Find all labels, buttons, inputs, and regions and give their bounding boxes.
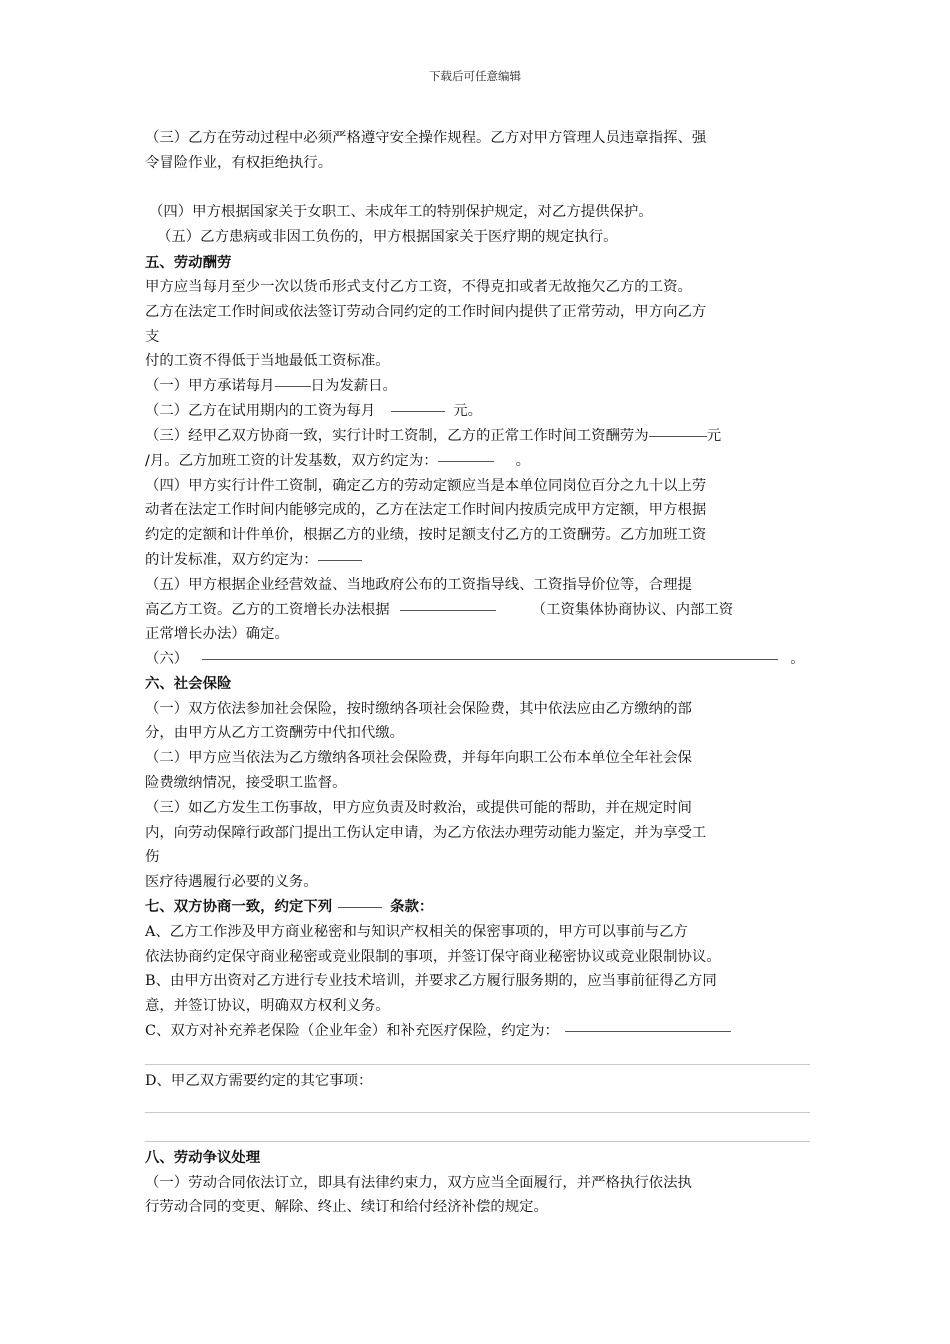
s4-clause-4: （四）甲方根据国家关于女职工、未成年工的特别保护规定，对乙方提供保护。 <box>149 204 653 220</box>
s8-clause-1-line-1: （一）劳动合同依法订立，即具有法律约束力，双方应当全面履行，并严格执行依法执 <box>145 1175 692 1191</box>
s5-clause-4-text: 的计发标准，双方约定为： <box>145 552 318 568</box>
s5-clause-3-text-a: （三）经甲乙双方协商一致，实行计时工资制，乙方的正常工作时间工资酬劳为 <box>145 428 649 444</box>
s7-item-a-line-2: 依法协商约定保守商业秘密或竞业限制的事项，并签订保守商业秘密协议或竞业限制协议。 <box>145 949 721 965</box>
s5-clause-5-line-1: （五）甲方根据企业经营效益、当地政府公布的工资指导线、工资指导价位等，合理提 <box>145 577 692 593</box>
s6-clause-2-line-2: 险费缴纳情况，接受职工监督。 <box>145 775 347 791</box>
s7-item-a-line-1: A、乙方工作涉及甲方商业秘密和与知识产权相关的保密事项的，甲方可以事前与乙方 <box>145 924 688 940</box>
s5-intro-line-2: 乙方在法定工作时间或依法签订劳动合同约定的工作时间内提供了正常劳动，甲方向乙方 <box>145 304 707 320</box>
answer-line-c[interactable] <box>145 1064 810 1065</box>
s5-clause-2-text-b: 元。 <box>453 403 483 419</box>
s6-clause-3-line-4: 医疗待遇履行必要的义务。 <box>145 874 318 890</box>
s7-item-d: D、甲乙双方需要约定的其它事项： <box>145 1073 373 1089</box>
section-6-title: 六、社会保险 <box>145 675 232 692</box>
s5-clause-5-text-b: （工资集体协商协议、内部工资 <box>531 602 734 618</box>
s5-intro-line-4: 付的工资不得低于当地最低工资标准。 <box>145 353 390 369</box>
s7-item-b-line-1: B、由甲方出资对乙方进行专业技术培训，并要求乙方履行服务期的，应当事前征得乙方同 <box>145 973 717 989</box>
section-7-title-a: 七、双方协商一致，约定下列 <box>145 898 333 915</box>
s5-clause-1-text-b: 日为发薪日。 <box>310 378 397 394</box>
s5-clause-1 <box>145 376 397 398</box>
page-header: 下载后可任意编辑 <box>429 69 521 83</box>
s5-clause-1-text-a: （一）甲方承诺每月 <box>145 378 275 394</box>
clause-6-blank[interactable] <box>202 658 778 660</box>
s5-intro-line-1: 甲方应当每月至少一次以货币形式支付乙方工资，不得克扣或者无故拖欠乙方的工资。 <box>145 279 692 295</box>
s7-item-c <box>145 1021 731 1043</box>
s5-clause-5-line-2 <box>145 600 733 622</box>
s5-clause-2 <box>145 401 482 423</box>
agreed-clauses-blank[interactable] <box>338 906 382 908</box>
s5-clause-3-text-b: 元 <box>706 428 722 444</box>
s5-intro-line-3: 支 <box>145 329 160 345</box>
probation-wage-blank[interactable] <box>391 410 445 412</box>
s5-clause-4-line-3: 约定的定额和计件单价，根据乙方的业绩，按时足额支付乙方的工资酬劳。乙方加班工资 <box>145 527 707 543</box>
s5-clause-3-line-1 <box>145 426 721 448</box>
s5-clause-4-line-1: （四）甲方实行计件工资制，确定乙方的劳动定额应当是本单位同岗位百分之九十以上劳 <box>145 478 707 494</box>
s6-clause-3-line-1: （三）如乙方发生工伤事故，甲方应负责及时救治，或提供可能的帮助，并在规定时间 <box>145 800 692 816</box>
section-5-title: 五、劳动酬劳 <box>145 254 232 271</box>
s4-clause-3-line-2: 令冒险作业，有权拒绝执行。 <box>145 155 333 171</box>
section-7-title <box>145 897 433 919</box>
s4-clause-3-line-1: （三）乙方在劳动过程中必须严格遵守安全操作规程。乙方对甲方管理人员违章指挥、强 <box>145 130 707 146</box>
s7-item-b-line-2: 意，并签订协议，明确双方权利义务。 <box>145 998 390 1014</box>
answer-line-d-2[interactable] <box>145 1141 810 1142</box>
s8-clause-1-line-2: 行劳动合同的变更、解除、终止、续订和给付经济补偿的规定。 <box>145 1199 548 1215</box>
wage-growth-basis-blank[interactable] <box>400 609 496 611</box>
s7-item-c-text: C、双方对补充养老保险（企业年金）和补充医疗保险，约定为： <box>145 1023 559 1039</box>
s6-clause-1-line-1: （一）双方依法参加社会保险，按时缴纳各项社会保险费，其中依法应由乙方缴纳的部 <box>145 701 692 717</box>
s5-clause-6 <box>145 649 805 671</box>
section-8-title: 八、劳动争议处理 <box>145 1149 261 1166</box>
s4-clause-5: （五）乙方患病或非因工负伤的，甲方根据国家关于医疗期的规定执行。 <box>157 229 618 245</box>
s6-clause-3-line-3: 伤 <box>145 849 160 865</box>
s5-clause-5-line-3: 正常增长办法）确定。 <box>145 626 289 642</box>
s5-clause-6-text-b: 。 <box>790 651 805 667</box>
s5-clause-5-text-a: 高乙方工资。乙方的工资增长办法根据 <box>145 602 390 618</box>
s6-clause-1-line-2: 分，由甲方从乙方工资酬劳中代扣代缴。 <box>145 725 405 741</box>
hourly-wage-blank[interactable] <box>649 435 707 437</box>
answer-line-d-1[interactable] <box>145 1112 810 1113</box>
piecework-overtime-blank[interactable] <box>318 559 362 561</box>
payday-blank[interactable] <box>275 385 311 387</box>
s6-clause-3-line-2: 内，向劳动保障行政部门提出工伤认定申请，为乙方依法办理劳动能力鉴定，并为享受工 <box>145 825 707 841</box>
s5-clause-6-text-a: （六） <box>145 651 189 667</box>
s5-clause-2-text-a: （二）乙方在试用期内的工资为每月 <box>145 403 376 419</box>
s5-clause-4-line-2: 动者在法定工作时间内能够完成的，乙方在法定工作时间内按质完成甲方定额，甲方根据 <box>145 502 707 518</box>
s5-clause-3-line-2 <box>145 451 530 473</box>
s6-clause-2-line-1: （二）甲方应当依法为乙方缴纳各项社会保险费，并每年向职工公布本单位全年社会保 <box>145 750 692 766</box>
section-7-title-b: 条款： <box>390 898 434 915</box>
supplementary-insurance-blank[interactable] <box>565 1030 731 1032</box>
s5-clause-4-line-4 <box>145 550 362 572</box>
s5-clause-3-text-c: /月。乙方加班工资的计发基数，双方约定为： <box>145 453 438 469</box>
s5-clause-3-text-d: 。 <box>515 453 531 469</box>
overtime-base-blank[interactable] <box>438 460 494 462</box>
